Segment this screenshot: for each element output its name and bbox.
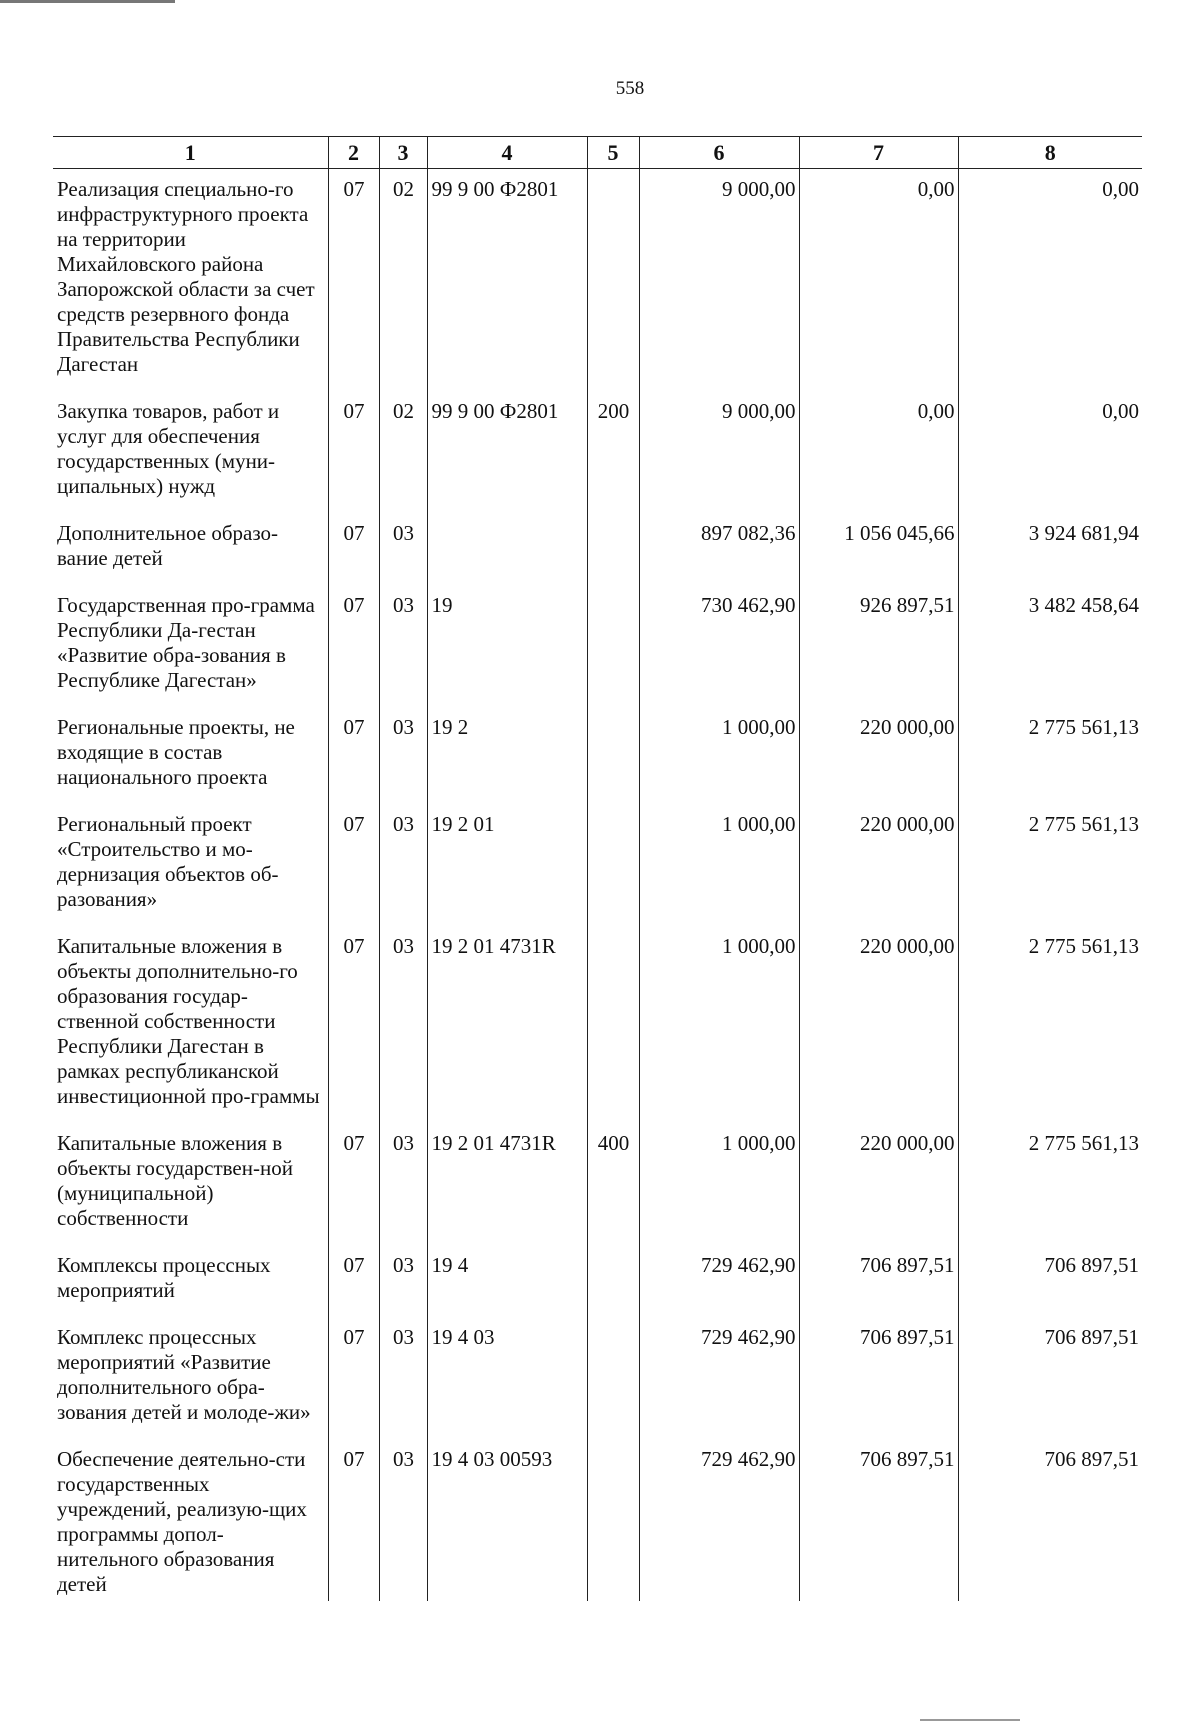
- amount-col8: 2 775 561,13: [958, 800, 1142, 922]
- razdel-code: 07: [328, 1119, 379, 1241]
- podrazdel-code: 02: [379, 387, 427, 509]
- target-article-code: 19 4: [427, 1241, 587, 1313]
- amount-col6: 9 000,00: [639, 387, 799, 509]
- amount-col8: 3 482 458,64: [958, 581, 1142, 703]
- item-name: Реализация специально-го инфраструктурного проекта на территории Михайловского района Запорожской области за счет средств резервного фонда Правительства Республики Дагестан: [53, 169, 328, 388]
- amount-col6: 9 000,00: [639, 169, 799, 388]
- amount-col6: 729 462,90: [639, 1435, 799, 1601]
- target-article-code: 19 2 01 4731R: [427, 1119, 587, 1241]
- amount-col8: 2 775 561,13: [958, 922, 1142, 1119]
- expense-type-code: [587, 1313, 639, 1435]
- expense-type-code: 200: [587, 387, 639, 509]
- header-cell: 3: [379, 137, 427, 169]
- item-name: Закупка товаров, работ и услуг для обеспечения государственных (муни-ципальных) нужд: [53, 387, 328, 509]
- target-article-code: 19 4 03 00593: [427, 1435, 587, 1601]
- amount-col6: 1 000,00: [639, 922, 799, 1119]
- razdel-code: 07: [328, 169, 379, 388]
- amount-col8: 706 897,51: [958, 1435, 1142, 1601]
- amount-col6: 729 462,90: [639, 1241, 799, 1313]
- table-row: [53, 387, 1142, 509]
- razdel-code: 07: [328, 1313, 379, 1435]
- amount-col6: 1 000,00: [639, 703, 799, 800]
- podrazdel-code: 03: [379, 703, 427, 800]
- table-row: [53, 509, 1142, 581]
- razdel-code: 07: [328, 800, 379, 922]
- target-article-code: 19 2: [427, 703, 587, 800]
- expense-type-code: [587, 703, 639, 800]
- header-cell: 1: [53, 137, 328, 169]
- table-row: [53, 1435, 1142, 1601]
- target-article-code: 19 2 01 4731R: [427, 922, 587, 1119]
- expense-type-code: [587, 922, 639, 1119]
- expense-type-code: [587, 1435, 639, 1601]
- target-article-code: 99 9 00 Ф2801: [427, 387, 587, 509]
- item-name: Государственная про-грамма Республики Да-гестан «Развитие обра-зования в Республике Дагестан»: [53, 581, 328, 703]
- amount-col8: 706 897,51: [958, 1313, 1142, 1435]
- razdel-code: 07: [328, 1241, 379, 1313]
- amount-col8: 2 775 561,13: [958, 1119, 1142, 1241]
- amount-col6: 897 082,36: [639, 509, 799, 581]
- page-number: 558: [615, 78, 645, 99]
- podrazdel-code: 03: [379, 922, 427, 1119]
- razdel-code: 07: [328, 703, 379, 800]
- podrazdel-code: 03: [379, 581, 427, 703]
- amount-col7: 926 897,51: [799, 581, 958, 703]
- razdel-code: 07: [328, 1435, 379, 1601]
- item-name: Комплекс процессных мероприятий «Развитие дополнительного обра-зования детей и молоде-жи»: [53, 1313, 328, 1435]
- table-row: [53, 1241, 1142, 1313]
- amount-col8: 2 775 561,13: [958, 703, 1142, 800]
- table-row: [53, 1119, 1142, 1241]
- expense-type-code: [587, 169, 639, 388]
- item-name: Региональные проекты, не входящие в состав национального проекта: [53, 703, 328, 800]
- amount-col7: 706 897,51: [799, 1313, 958, 1435]
- amount-col7: 220 000,00: [799, 1119, 958, 1241]
- amount-col6: 1 000,00: [639, 1119, 799, 1241]
- header-cell: 7: [799, 137, 958, 169]
- header-cell: 5: [587, 137, 639, 169]
- item-name: Капитальные вложения в объекты дополнительно-го образования государ-ственной собственности Республики Дагестан в рамках республиканской инвестиционной про-граммы: [53, 922, 328, 1119]
- target-article-code: 19: [427, 581, 587, 703]
- podrazdel-code: 03: [379, 1241, 427, 1313]
- amount-col7: 706 897,51: [799, 1435, 958, 1601]
- expense-type-code: [587, 581, 639, 703]
- expense-type-code: [587, 800, 639, 922]
- item-name: Обеспечение деятельно-сти государственных учреждений, реализую-щих программы допол-нительного образования детей: [53, 1435, 328, 1601]
- table-row: [53, 581, 1142, 703]
- header-cell: 8: [958, 137, 1142, 169]
- table-row: [53, 800, 1142, 922]
- razdel-code: 07: [328, 922, 379, 1119]
- amount-col8: 706 897,51: [958, 1241, 1142, 1313]
- amount-col7: 0,00: [799, 169, 958, 388]
- budget-table: [53, 136, 1142, 1601]
- podrazdel-code: 02: [379, 169, 427, 388]
- item-name: Дополнительное образо-вание детей: [53, 509, 328, 581]
- podrazdel-code: 03: [379, 1313, 427, 1435]
- table-row: [53, 703, 1142, 800]
- amount-col8: 3 924 681,94: [958, 509, 1142, 581]
- table-row: [53, 1313, 1142, 1435]
- target-article-code: 19 2 01: [427, 800, 587, 922]
- podrazdel-code: 03: [379, 509, 427, 581]
- amount-col6: 1 000,00: [639, 800, 799, 922]
- amount-col7: 220 000,00: [799, 922, 958, 1119]
- scan-edge-mark: [0, 0, 175, 3]
- header-cell: 6: [639, 137, 799, 169]
- scan-edge-mark: [920, 1719, 1020, 1721]
- target-article-code: 99 9 00 Ф2801: [427, 169, 587, 388]
- target-article-code: [427, 509, 587, 581]
- amount-col6: 729 462,90: [639, 1313, 799, 1435]
- table-row: [53, 169, 1142, 388]
- expense-type-code: [587, 509, 639, 581]
- header-row: [53, 137, 1142, 169]
- podrazdel-code: 03: [379, 1435, 427, 1601]
- expense-type-code: 400: [587, 1119, 639, 1241]
- amount-col7: 0,00: [799, 387, 958, 509]
- amount-col7: 1 056 045,66: [799, 509, 958, 581]
- amount-col8: 0,00: [958, 387, 1142, 509]
- razdel-code: 07: [328, 509, 379, 581]
- item-name: Капитальные вложения в объекты государствен-ной (муниципальной) собственности: [53, 1119, 328, 1241]
- target-article-code: 19 4 03: [427, 1313, 587, 1435]
- podrazdel-code: 03: [379, 1119, 427, 1241]
- razdel-code: 07: [328, 581, 379, 703]
- table-row: [53, 922, 1142, 1119]
- razdel-code: 07: [328, 387, 379, 509]
- amount-col7: 706 897,51: [799, 1241, 958, 1313]
- item-name: Комплексы процессных мероприятий: [53, 1241, 328, 1313]
- amount-col7: 220 000,00: [799, 800, 958, 922]
- podrazdel-code: 03: [379, 800, 427, 922]
- amount-col6: 730 462,90: [639, 581, 799, 703]
- expense-type-code: [587, 1241, 639, 1313]
- header-cell: 2: [328, 137, 379, 169]
- header-cell: 4: [427, 137, 587, 169]
- amount-col8: 0,00: [958, 169, 1142, 388]
- item-name: Региональный проект «Строительство и мо-дернизация объектов об-разования»: [53, 800, 328, 922]
- amount-col7: 220 000,00: [799, 703, 958, 800]
